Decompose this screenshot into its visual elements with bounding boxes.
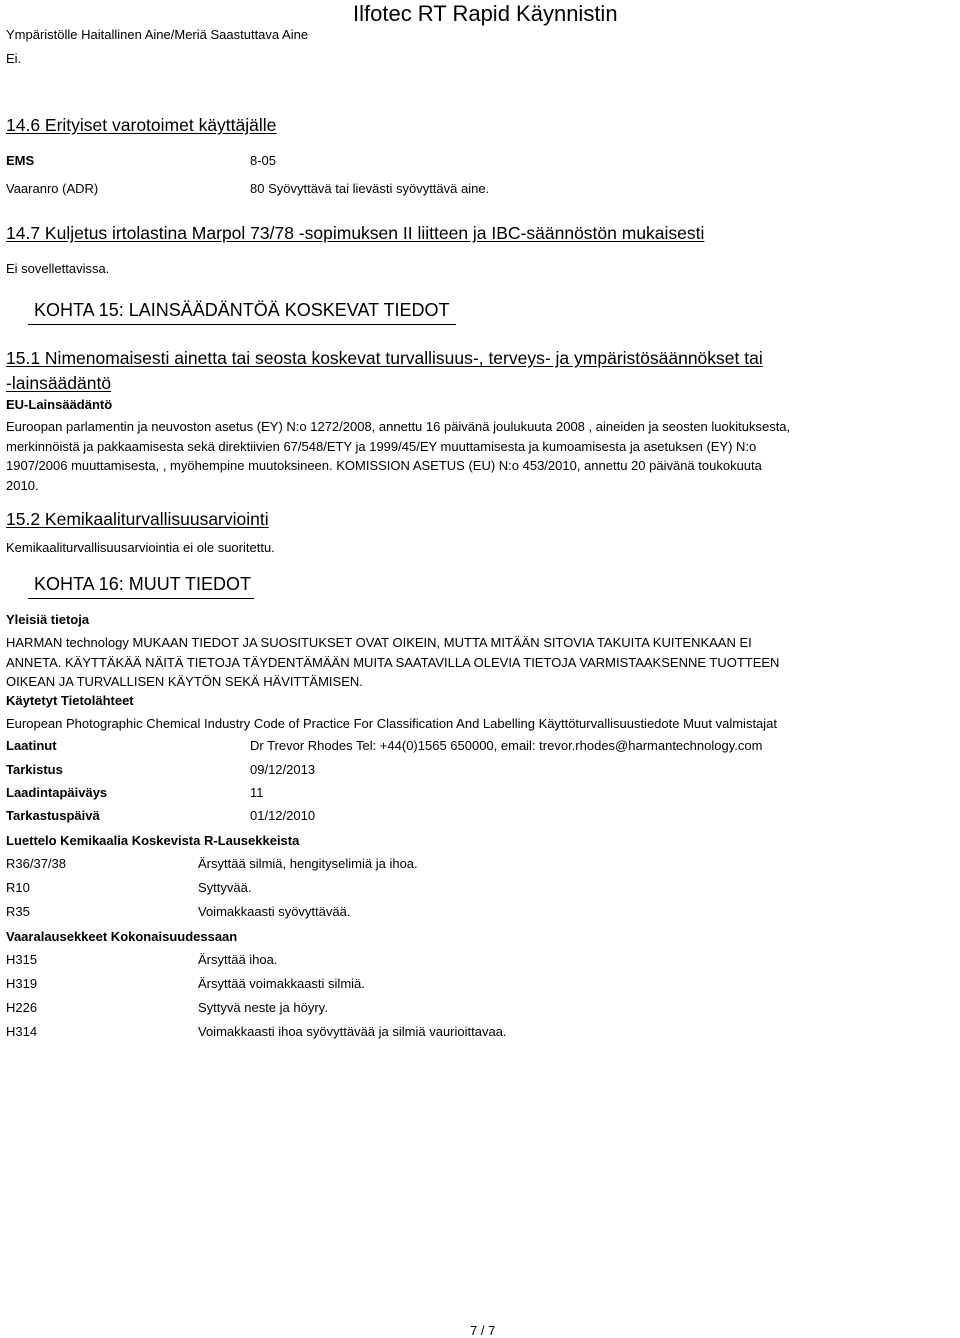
- r-phrase-code: R35: [6, 904, 30, 919]
- r-phrases-heading: Luettelo Kemikaalia Koskevista R-Lausekkeista: [6, 833, 300, 848]
- h-phrase-code: H314: [6, 1024, 38, 1039]
- h-phrase-code: H226: [6, 1000, 38, 1015]
- check-date-value: 01/12/2010: [250, 808, 316, 823]
- kohta-15-rule: [28, 324, 456, 325]
- header-left-value: Ei.: [6, 51, 22, 66]
- general-info-line: OIKEAN JA TURVALLISEN KÄYTÖN SEKÄ HÄVITTÄMISEN.: [6, 674, 363, 689]
- page-number: 7 / 7: [470, 1323, 496, 1338]
- r-phrase-code: R10: [6, 880, 30, 895]
- vaaranro-value: 80 Syövyttävä tai lievästi syövyttävä aine.: [250, 181, 490, 196]
- kohta-16-rule: [28, 598, 254, 599]
- eu-legislation-line: 2010.: [6, 477, 39, 493]
- eu-legislation-line: Euroopan parlamentin ja neuvoston asetus (EY) N:o 1272/2008, annettu 16 päivänä joulukuuta 2008 , aineiden ja seosten luokituksesta,: [6, 419, 791, 434]
- eu-legislation-line: merkinnöistä ja pakkaamisesta sekä direktiivien 67/548/ETY ja 1999/45/EY muuttamisesta ja kumoamisesta ja asetuksen (EY) N:o: [6, 438, 757, 454]
- header-left-label: Ympäristölle Haitallinen Aine/Meriä Saastuttava Aine: [6, 27, 309, 42]
- eu-legislation-heading: EU-Lainsäädäntö: [6, 397, 113, 412]
- kohta-16-title: KOHTA 16: MUUT TIEDOT: [34, 574, 252, 594]
- kohta-15-title: KOHTA 15: LAINSÄÄDÄNTÖÄ KOSKEVAT TIEDOT: [34, 300, 450, 320]
- section-14-7-text: Ei sovellettavissa.: [6, 261, 110, 276]
- prepared-by-label: Laatinut: [6, 738, 57, 753]
- general-info-line: HARMAN technology MUKAAN TIEDOT JA SUOSITUKSET OVAT OIKEIN, MUTTA MITÄÄN SITOVIA TAKUITA KUITENKAAN EI: [6, 635, 752, 650]
- r-phrase-code: R36/37/38: [6, 856, 66, 871]
- issue-label: Laadintapäiväys: [6, 785, 108, 800]
- ems-value: 8-05: [250, 153, 277, 168]
- revision-label: Tarkistus: [6, 762, 63, 777]
- h-phrase-text: Ärsyttää ihoa.: [198, 952, 278, 967]
- prepared-by-value: Dr Trevor Rhodes Tel: +44(0)1565 650000, email: trevor.rhodes@harmantechnology.com: [250, 738, 763, 753]
- r-phrase-text: Voimakkaasti syövyttävää.: [198, 904, 351, 919]
- section-15-1-heading-line2: -lainsäädäntö: [6, 373, 112, 393]
- section-15-2-text: Kemikaaliturvallisuusarviointia ei ole suoritettu.: [6, 540, 275, 555]
- section-14-7-heading: 14.7 Kuljetus irtolastina Marpol 73/78 -sopimuksen II liitteen ja IBC-säännöstön mukaisesti: [6, 223, 705, 243]
- revision-value: 09/12/2013: [250, 762, 316, 777]
- r-phrase-text: Syttyvää.: [198, 880, 252, 895]
- issue-value: 11: [250, 785, 264, 800]
- general-info-paragraph: [6, 633, 946, 692]
- h-phrase-code: H319: [6, 976, 38, 991]
- h-phrase-text: Syttyvä neste ja höyry.: [198, 1000, 328, 1015]
- sources-text: European Photographic Chemical Industry Code of Practice For Classification And Labelling Käyttöturvallisuustiedote Muut valmistajat: [6, 716, 778, 731]
- r-phrase-text: Ärsyttää silmiä, hengityselimiä ja ihoa.: [198, 856, 418, 871]
- product-title: Ilfotec RT Rapid Käynnistin: [353, 1, 618, 26]
- ems-label: EMS: [6, 153, 35, 168]
- section-15-1-heading-line1: 15.1 Nimenomaisesti ainetta tai seosta koskevat turvallisuus-, terveys- ja ympäristösäännökset tai: [6, 348, 763, 368]
- eu-legislation-line: 1907/2006 muuttamisesta, , myöhempine muutoksineen. KOMISSION ASETUS (EU) N:o 453/2010, annettu 20 päivänä toukokuuta: [6, 458, 762, 473]
- check-date-label: Tarkastuspäivä: [6, 808, 100, 823]
- h-phrases-heading: Vaaralausekkeet Kokonaisuudessaan: [6, 929, 238, 944]
- general-info-line: ANNETA. KÄYTTÄKÄÄ NÄITÄ TIETOJA TÄYDENTÄMÄÄN MUITA SAATAVILLA OLEVIA TIETOJA VARMISTAAKSENNE TUOTTEEN: [6, 654, 780, 670]
- sources-heading: Käytetyt Tietolähteet: [6, 693, 134, 708]
- section-15-2-heading: 15.2 Kemikaaliturvallisuusarviointi: [6, 509, 269, 529]
- section-14-6-heading: 14.6 Erityiset varotoimet käyttäjälle: [6, 115, 277, 135]
- vaaranro-label: Vaaranro (ADR): [6, 181, 99, 196]
- general-info-heading: Yleisiä tietoja: [6, 612, 90, 627]
- h-phrase-code: H315: [6, 952, 38, 967]
- h-phrase-text: Voimakkaasti ihoa syövyttävää ja silmiä vaurioittavaa.: [198, 1024, 507, 1039]
- h-phrase-text: Ärsyttää voimakkaasti silmiä.: [198, 976, 365, 991]
- eu-legislation-paragraph: [6, 417, 946, 495]
